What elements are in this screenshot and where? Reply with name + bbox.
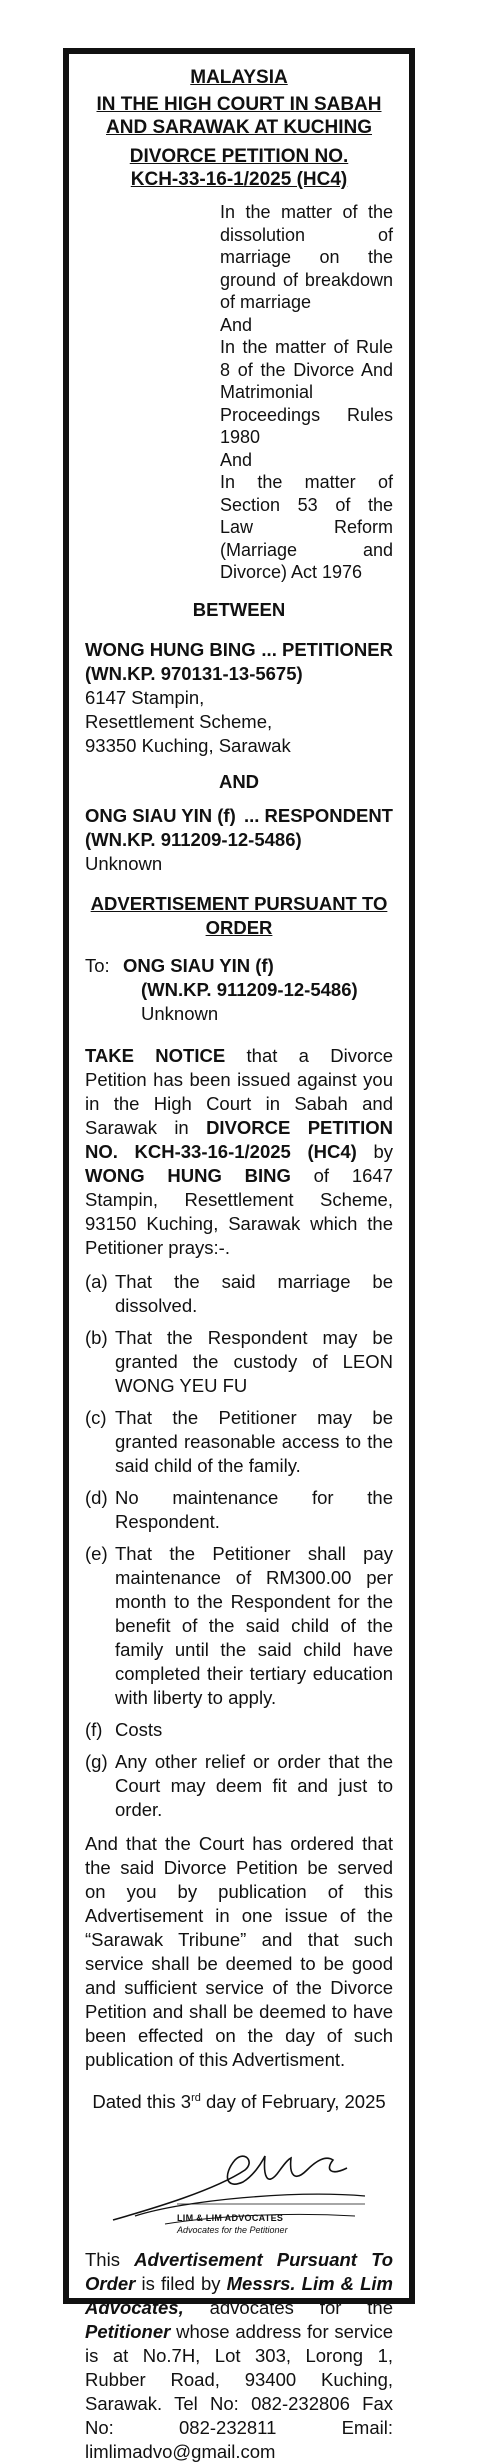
prayer-item — [85, 1326, 393, 1398]
notice-text-2: by — [356, 1140, 393, 1162]
petition-reference: DIVORCE PETITION NO. KCH-33-16-1/2025 (HC4) — [85, 1116, 393, 1162]
prayer-key: (d) — [85, 1486, 108, 1508]
dated-post: day of February, 2025 — [200, 2090, 386, 2112]
matter-2: In the matter of Rule 8 of the Divorce And Matrimonial Proceedings Rules 1980 — [220, 337, 393, 447]
footer-petitioner: Petitioner — [85, 2320, 171, 2342]
prayer-text: That the said marriage be dissolved. — [115, 1270, 393, 1316]
prayer-item — [85, 1542, 393, 1710]
prayer-item — [85, 1406, 393, 1478]
respondent-name: ONG SIAU YIN (f) — [85, 804, 236, 826]
respondent-address: Unknown — [85, 852, 163, 874]
petition-line-1: DIVORCE PETITION NO. — [129, 146, 349, 167]
order-paragraph: And that the Court has ordered that the said Divorce Petition be served on you by publication of this Advertisement in one issue of the “Sarawak Tribune” and that such service shall be deemed to be good and sufficient service of the Divorce Petition and shall be deemed to have been effected on the day of such publication of this Advertisment. — [85, 1832, 393, 2070]
and-label: AND — [218, 770, 260, 792]
to-label: To: — [85, 954, 110, 976]
to-name: ONG SIAU YIN (f) — [123, 954, 274, 976]
matter-block — [220, 201, 393, 584]
footer-firm: Messrs. Lim & Lim Advocates, — [85, 2272, 393, 2318]
petitioner-address-1: 6147 Stampin, — [85, 686, 205, 708]
notice-paragraph — [85, 1044, 393, 1260]
notice-text-1: that a Divorce Petition has been issued against you in the High Court in Sabah and Sarawak in — [85, 1044, 393, 1138]
notice-text-3: of 1647 Stampin, Resettlement Scheme, 93150 Kuching, Sarawak which the Petitioner prays:-. — [85, 1164, 393, 1258]
dated-sup: rd — [191, 2091, 201, 2104]
prayer-text: Any other relief or order that the Court may deem fit and just to order. — [115, 1750, 393, 1820]
prayers-list — [85, 1270, 393, 1822]
petitioner-id: (WN.KP. 970131-13-5675) — [85, 662, 303, 684]
prayer-text: That the Petitioner may be granted reasonable access to the said child of the family. — [115, 1406, 393, 1476]
footer-text-3: advocates for the — [183, 2296, 393, 2318]
to-id: (WN.KP. 911209-12-5486) — [141, 978, 358, 1000]
signature-subtitle: Advocates for the Petitioner — [177, 2224, 288, 2235]
prayer-text: That the Petitioner shall pay maintenance of RM300.00 per month to the Respondent for the benefit of the said child of the family until the said child have completed their tertiary education with liberty to apply. — [115, 1542, 393, 1708]
matter-3: In the matter of Section 53 of the Law Reform (Marriage and Divorce) Act 1976 — [220, 472, 393, 582]
prayer-key: (f) — [85, 1718, 103, 1740]
to-block — [85, 954, 393, 1026]
take-notice: TAKE NOTICE — [85, 1044, 226, 1066]
prayer-key: (b) — [85, 1326, 108, 1348]
prayer-text: No maintenance for the Respondent. — [115, 1486, 393, 1532]
notice-content — [85, 66, 393, 2464]
prayer-item — [85, 1750, 393, 1822]
signature-firm: LIM & LIM ADVOCATES — [177, 2212, 284, 2223]
dated-pre: Dated this 3 — [92, 2090, 192, 2112]
petitioner-block — [85, 638, 393, 758]
footer-paragraph — [85, 2248, 393, 2464]
respondent-role: ... RESPONDENT — [243, 804, 393, 826]
matter-and-1: And — [220, 314, 253, 335]
prayer-text: That the Respondent may be granted the custody of LEON WONG YEU FU — [115, 1326, 393, 1396]
matter-and-2: And — [220, 449, 253, 470]
heading-country: MALAYSIA — [190, 67, 288, 88]
signature-block — [85, 2120, 393, 2240]
footer-advert-title: Advertisement Pursuant To Order — [85, 2248, 394, 2294]
prayer-key: (e) — [85, 1542, 108, 1564]
prayer-text: Costs — [115, 1718, 163, 1740]
prayer-item — [85, 1718, 393, 1742]
respondent-id: (WN.KP. 911209-12-5486) — [85, 828, 302, 850]
advertisement-title: ADVERTISEMENT PURSUANT TO ORDER — [90, 892, 388, 938]
footer-text-1: This — [85, 2248, 135, 2270]
dated-line — [85, 2086, 393, 2114]
respondent-block — [85, 804, 393, 876]
court-line-2: AND SARAWAK AT KUCHING — [106, 117, 372, 138]
petition-line-2: KCH-33-16-1/2025 (HC4) — [130, 169, 348, 190]
notice-petitioner-name: WONG HUNG BING — [85, 1164, 291, 1186]
prayer-item — [85, 1270, 393, 1318]
prayer-key: (a) — [85, 1270, 108, 1292]
to-address: Unknown — [141, 1002, 219, 1024]
footer-text-4: whose address for service is at No.7H, Lot 303, Lorong 1, Rubber Road, 93400 Kuching, Sarawak. Tel No: 082-232806 Fax No: 082-232811 Email: limlimadvo@gmail.com — [85, 2320, 393, 2462]
prayer-item — [85, 1486, 393, 1534]
prayer-key: (c) — [85, 1406, 107, 1428]
prayer-key: (g) — [85, 1750, 108, 1772]
notice-frame — [63, 48, 415, 2462]
between-label: BETWEEN — [192, 598, 286, 620]
matter-1: In the matter of the dissolution of marriage on the ground of breakdown of marriage — [220, 202, 393, 312]
petitioner-address-3: 93350 Kuching, Sarawak — [85, 734, 291, 756]
footer-text-2: is filed by — [135, 2272, 227, 2294]
court-line-1: IN THE HIGH COURT IN SABAH — [96, 94, 382, 115]
petitioner-role: ... PETITIONER — [261, 638, 393, 660]
petitioner-address-2: Resettlement Scheme, — [85, 710, 273, 732]
petitioner-name: WONG HUNG BING — [85, 638, 256, 660]
